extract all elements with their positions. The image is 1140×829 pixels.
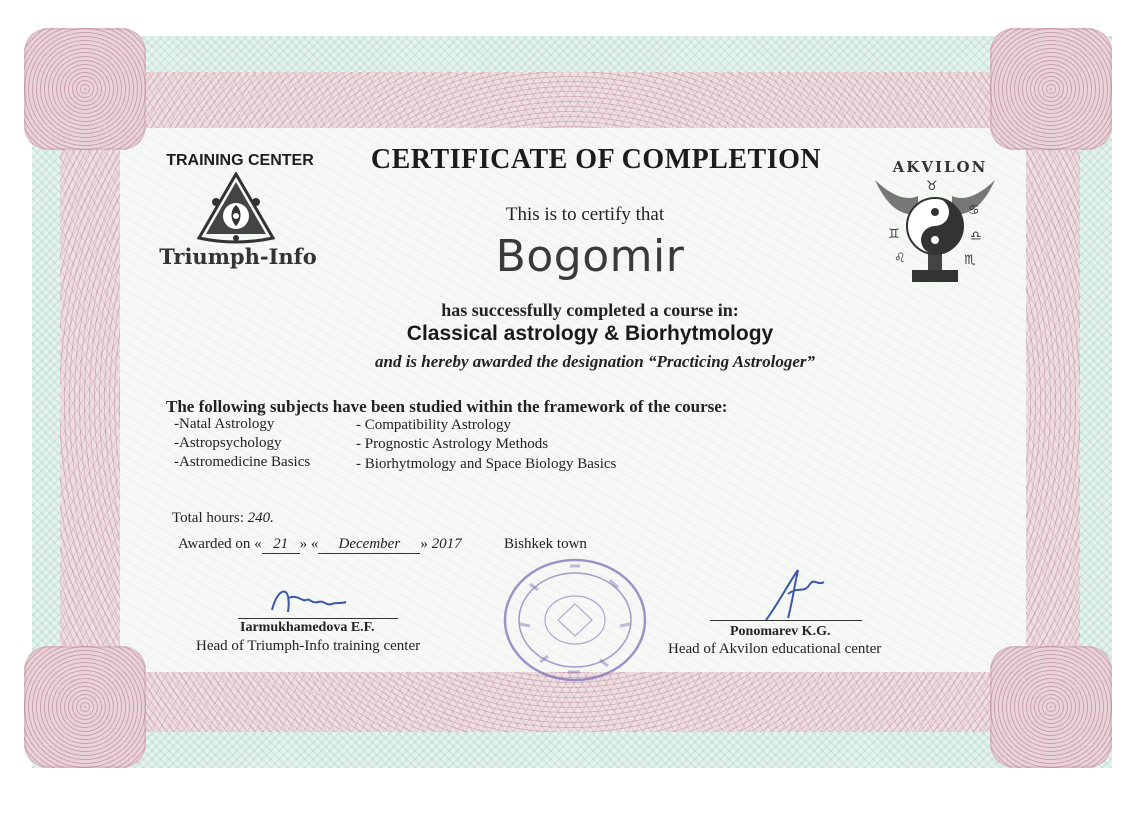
subject-item: -Astromedicine Basics — [174, 454, 311, 470]
handwritten-signature-left — [262, 576, 362, 622]
triumph-info-logo — [196, 172, 276, 244]
awarded-label: Awarded on — [178, 536, 251, 552]
svg-text:♎: ♎ — [970, 229, 982, 244]
award-date — [178, 536, 462, 554]
course-name: Classical astrology & Biorhytmology — [406, 322, 774, 345]
award-day: 21 — [262, 536, 300, 554]
award-location: Bishkek town — [504, 536, 587, 552]
subjects-heading: The following subjects have been studied within the framework of the course: — [166, 397, 728, 416]
training-center-heading: TRAINING CENTER — [166, 152, 314, 169]
designation-text: and is hereby awarded the designation “Practicing Astrologer” — [375, 352, 815, 371]
signatory-right-role: Head of Akvilon educational center — [668, 641, 882, 657]
corner-rosette-bottom-right — [990, 646, 1112, 768]
signatory-right-name: Ponomarev K.G. — [730, 624, 831, 639]
date-open-quote: « — [254, 536, 262, 552]
certificate-title: CERTIFICATE OF COMPLETION — [370, 144, 822, 175]
total-hours — [172, 510, 274, 527]
svg-text:♏: ♏ — [964, 253, 976, 268]
subject-item: - Prognostic Astrology Methods — [356, 436, 549, 452]
svg-text:♌: ♌ — [894, 251, 906, 266]
svg-text:♊: ♊ — [888, 227, 900, 242]
completed-text: has successfully completed a course in: — [441, 300, 739, 320]
recipient-name: Bogomir — [495, 231, 685, 282]
svg-text:♉: ♉ — [926, 179, 938, 194]
akvilon-logo — [870, 174, 1000, 286]
certify-text: This is to certify that — [505, 204, 665, 225]
corner-rosette-top-left — [24, 28, 146, 150]
signature-left — [262, 576, 362, 622]
subject-item: - Compatibility Astrology — [356, 417, 512, 433]
subject-item: -Natal Astrology — [174, 416, 275, 432]
svg-text:♋: ♋ — [968, 203, 980, 218]
total-hours-label: Total hours: — [172, 510, 244, 526]
official-seal — [500, 554, 650, 684]
signature-line-left — [238, 618, 398, 619]
award-month: December — [318, 536, 420, 554]
award-year: 2017 — [431, 536, 462, 552]
signature-line-right — [710, 620, 862, 621]
subject-item: - Biorhytmology and Space Biology Basics — [356, 456, 617, 472]
triumph-info-name: Triumph-Info — [159, 244, 317, 269]
signature-right — [758, 564, 838, 624]
corner-rosette-top-right — [990, 28, 1112, 150]
date-close-quote: » — [299, 536, 308, 552]
total-hours-value: 240. — [247, 510, 274, 526]
subject-item: -Astropsychology — [174, 435, 282, 451]
akvilon-emblem-icon — [870, 174, 1000, 286]
akvilon-name: AKVILON — [892, 158, 988, 176]
seal-stamp-icon — [500, 554, 650, 684]
triumph-info-emblem-icon — [196, 172, 276, 244]
signatory-left-name: Iarmukhamedova E.F. — [240, 620, 375, 635]
handwritten-signature-right — [758, 564, 838, 624]
signatory-left-role: Head of Triumph-Info training center — [196, 638, 421, 654]
date-open-quote: « — [310, 536, 319, 552]
corner-rosette-bottom-left — [24, 646, 146, 768]
date-close-quote: » — [420, 536, 428, 552]
